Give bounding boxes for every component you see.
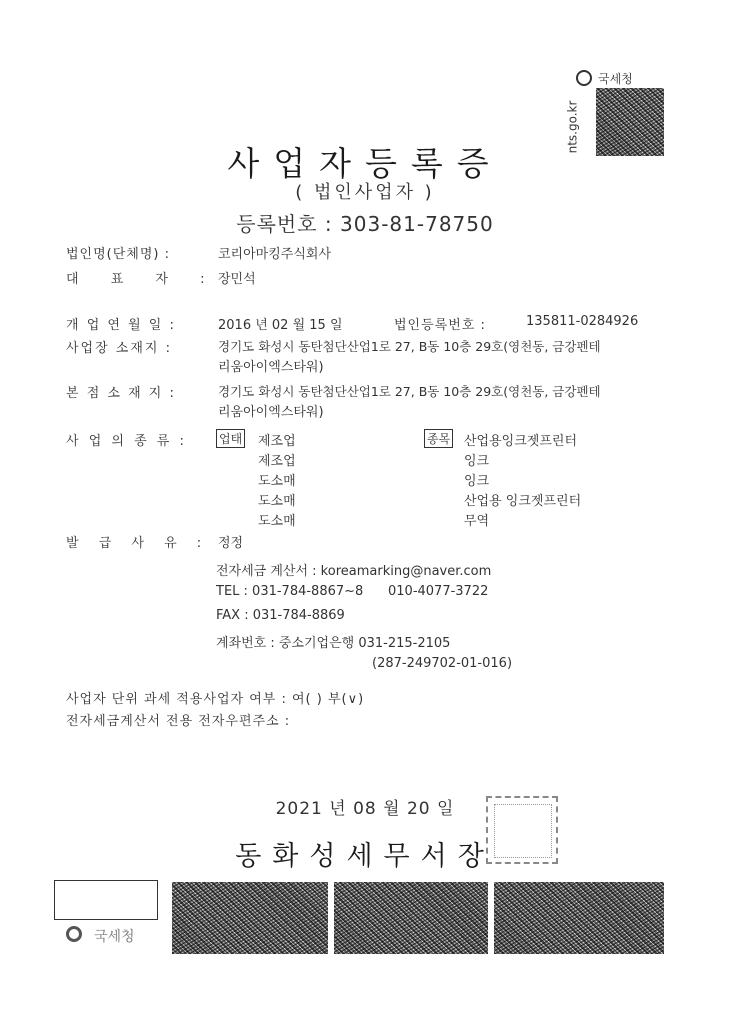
registration-label: 등록번호 : (236, 212, 333, 236)
security-pattern-3 (494, 882, 664, 954)
corp-name-value: 코리아마킹주식회사 (218, 247, 332, 262)
tax-office-name: 동화성세무서장 (235, 841, 495, 872)
type-row-2: 제조업 (258, 454, 296, 469)
issue-date: 2021 년 08 월 20 일 (275, 799, 455, 819)
corp-name-label: 법인명(단체명) : (66, 247, 171, 262)
type-row-4: 도소매 (258, 494, 296, 509)
item-row-3: 잉크 (464, 474, 490, 489)
email-info: 전자세금 계산서 : koreamarking@naver.com (216, 564, 492, 579)
representative-label: 대 표 자 : (66, 272, 219, 287)
issue-reason-label: 발 급 사 유 : (66, 536, 210, 551)
corp-reg-label: 법인등록번호 : (394, 318, 486, 333)
hq-address-line1: 경기도 화성시 동탄첨단산업1로 27, B동 10층 29호(영천동, 금강펜테 (218, 384, 601, 399)
nts-logo-icon (66, 926, 82, 942)
security-pattern-1 (172, 882, 328, 954)
agency-name: 국세청 (598, 72, 633, 86)
representative-value: 장민석 (218, 272, 256, 287)
official-seal (486, 796, 558, 864)
account-info: 계좌번호 : 중소기업은행 031-215-2105 (216, 636, 451, 651)
blank-box (54, 880, 158, 920)
corp-reg-value: 135811-0284926 (526, 314, 639, 329)
business-address-line2: 리움아이엑스타워) (218, 360, 324, 375)
business-address-label: 사업장 소재지 : (66, 341, 172, 356)
unit-tax-line: 사업자 단위 과세 적용사업자 여부 : 여( ) 부(∨) (66, 692, 365, 707)
business-type-label: 사 업 의 종 류 : (66, 434, 187, 449)
page-title: 사업자등록증 (227, 144, 503, 183)
registration-value: 303-81-78750 (340, 212, 494, 236)
type-row-5: 도소매 (258, 514, 296, 529)
page-subtitle: ( 법인사업자 ) (295, 182, 435, 203)
type-row-3: 도소매 (258, 474, 296, 489)
issue-reason-value: 정정 (218, 536, 244, 551)
mobile-info: 010-4077-3722 (388, 584, 489, 599)
item-row-5: 무역 (464, 514, 490, 529)
email-address-line: 전자세금계산서 전용 전자우편주소 : (66, 714, 291, 729)
open-date-value: 2016 년 02 월 15 일 (218, 318, 343, 333)
open-date-label: 개 업 연 월 일 : (66, 318, 176, 333)
type-row-1: 제조업 (258, 434, 296, 449)
security-pattern-2 (334, 882, 488, 954)
type-header: 업태 (216, 429, 245, 448)
bottom-agency-name: 국세청 (94, 929, 135, 945)
tel-info: TEL : 031-784-8867~8 (216, 584, 364, 599)
hq-address-label: 본 점 소 재 지 : (66, 386, 176, 401)
business-address-line1: 경기도 화성시 동탄첨단산업1로 27, B동 10층 29호(영천동, 금강펜테 (218, 339, 601, 354)
item-row-4: 산업용 잉크젯프린터 (464, 494, 582, 509)
item-row-1: 산업용잉크젯프린터 (464, 434, 578, 449)
registration-number (0, 208, 730, 237)
hq-address-line2: 리움아이엑스타워) (218, 405, 324, 420)
fax-info: FAX : 031-784-8869 (216, 608, 345, 623)
nts-emblem-icon (576, 70, 592, 86)
agency-site: nts.go.kr (565, 100, 580, 154)
item-header: 종목 (424, 429, 453, 448)
item-row-2: 잉크 (464, 454, 490, 469)
account-number: (287-249702-01-016) (372, 656, 513, 671)
